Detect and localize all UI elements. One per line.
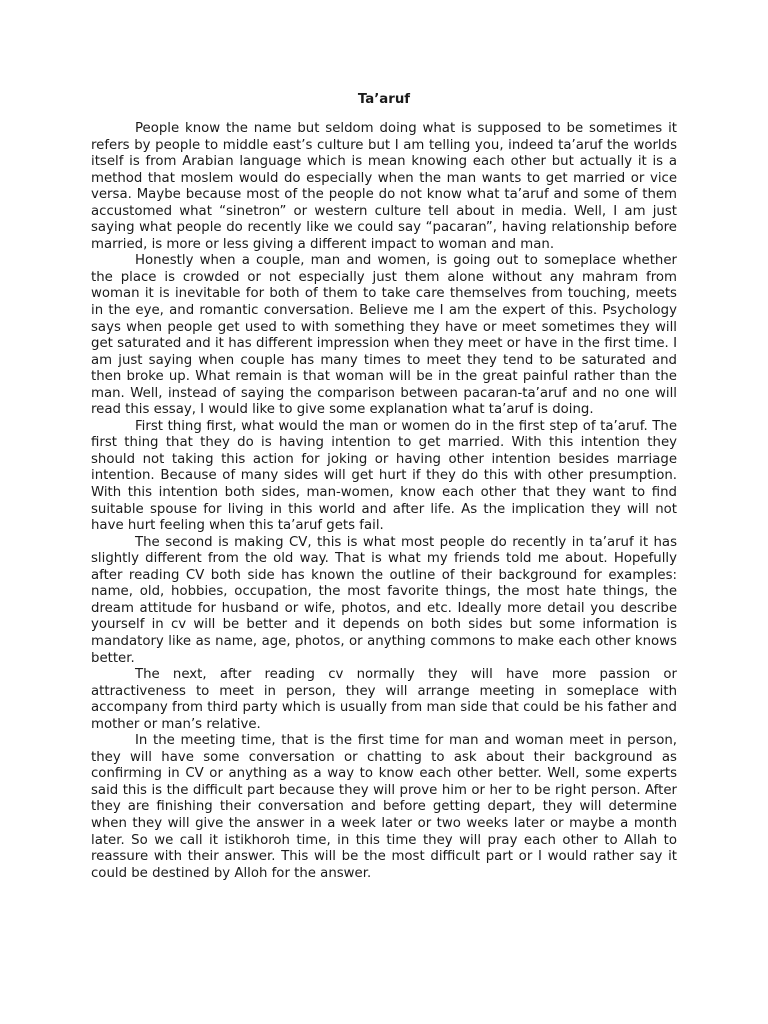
paragraph-meeting-time: In the meeting time, that is the first time for man and woman meet in person, they will have some conversation or chatting to ask about their background as confirming in CV or anything as a way to know each other better. Well, some experts said this is the difficult part because they will prove him or her to be right person. After they are finishing their conversation and before getting depart, they will determine when they will give the answer in a week later or two weeks later or maybe a month later. So we call it istikhoroh time, in this time they will pray each other to Allah to reassure with their answer. This will be the most difficult part or I would rather say it could be destined by Alloh for the answer. [91,733,677,881]
document-body [91,121,677,882]
paragraph-making-cv: The second is making CV, this is what most people do recently in ta’aruf it has slightly different from the old way. That is what my friends told me about. Hopefully after reading CV both side has known the outline of their background for examples: name, old, hobbies, occupation, the most favorite things, the most hate things, the dream attitude for husband or wife, photos, and etc. Ideally more detail you describe yourself in cv will be better and it depends on both sides but some information is mandatory like as name, age, photos, or anything commons to make each other knows better. [91,534,677,666]
paragraph-honestly: Honestly when a couple, man and women, is going out to someplace whether the place is crowded or not especially just them alone without any mahram from woman it is inevitable for both of them to take care themselves from touching, meets in the eye, and romantic conversation. Believe me I am the expert of this. Psychology says when people get used to with something they have or meet sometimes they will get saturated and it has different impression when they meet or have in the first time. I am just saying when couple has many times to meet they tend to be saturated and then broke up. What remain is that woman will be in the great painful rather than the man. Well, instead of saying the comparison between pacaran-ta’aruf and no one will read this essay, I would like to give some explanation what ta’aruf is doing. [91,253,677,418]
paragraph-the-next: The next, after reading cv normally they will have more passion or attractiveness to meet in person, they will arrange meeting in someplace with accompany from third party which is usually from man side that could be his father and mother or man’s relative. [91,667,677,732]
document-title: Ta’aruf [357,92,411,107]
paragraph-intro: People know the name but seldom doing what is supposed to be sometimes it refers by people to middle east’s culture but I am telling you, indeed ta’aruf the worlds itself is from Arabian language which is mean knowing each other but actually it is a method that moslem would do especially when the man wants to get married or vice versa. Maybe because most of the people do not know what ta’aruf and some of them accustomed what “sinetron” or western culture tell about in media. Well, I am just saying what people do recently like we could say “pacaran”, having relationship before married, is more or less giving a different impact to woman and man. [91,121,677,252]
paragraph-first-step: First thing first, what would the man or women do in the first step of ta’aruf. The first thing that they do is having intention to get married. With this intention they should not taking this action for joking or having other intention besides marriage intention. Because of many sides will get hurt if they do this with other presumption. With this intention both sides, man-women, know each other that they want to find suitable spouse for living in this world and after life. As the implication they will not have hurt feeling when this ta’aruf gets fail. [91,418,677,534]
